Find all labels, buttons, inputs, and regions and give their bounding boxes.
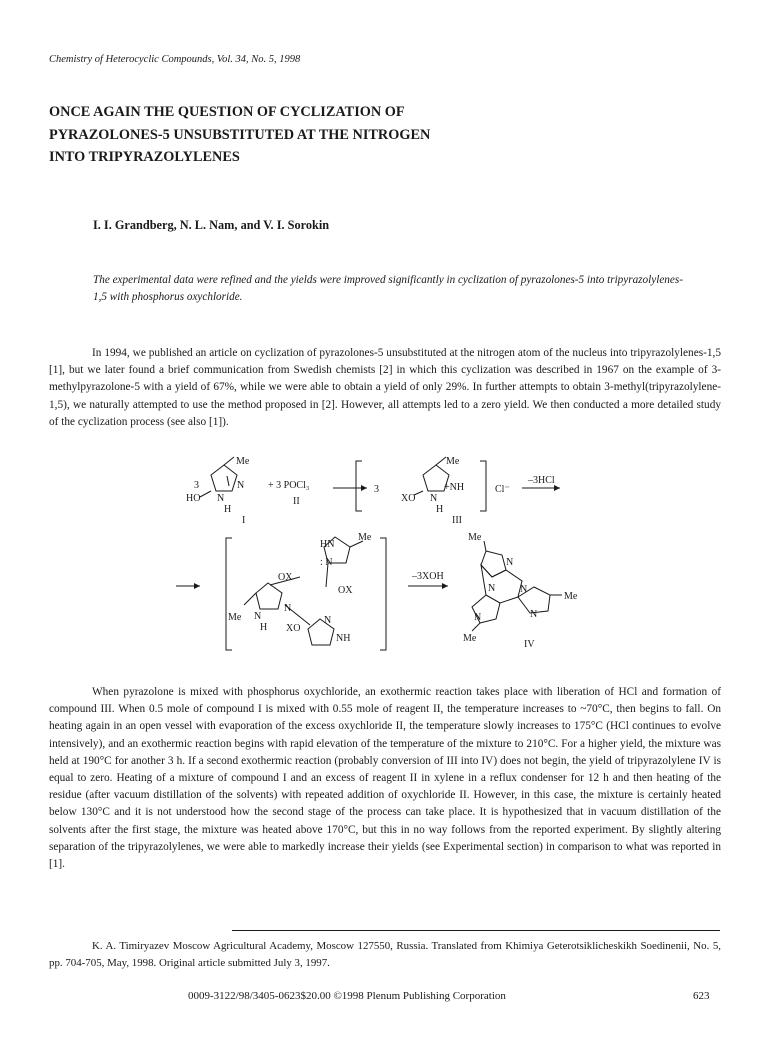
- product-n-center: N: [488, 583, 496, 594]
- intermediate-n-mid: N: [284, 603, 292, 614]
- compound-III-n: N: [430, 493, 438, 504]
- intermediate-hn: HN: [320, 539, 335, 550]
- intermediate-xo: XO: [286, 623, 301, 634]
- minus-3hcl: –3HCl: [528, 475, 555, 486]
- compound-III-nh: +NH: [444, 482, 465, 493]
- intermediate-n-bottom: N: [324, 615, 332, 626]
- footnote-rule: [232, 930, 720, 931]
- product-n-right2: N: [530, 609, 538, 620]
- compound-I-n2: N: [217, 493, 225, 504]
- label-II: II: [293, 496, 300, 507]
- product-me-top: Me: [468, 532, 482, 543]
- product-me-bottom: Me: [463, 633, 477, 644]
- compound-I-me: Me: [236, 456, 250, 467]
- title-line-1: ONCE AGAIN THE QUESTION OF CYCLIZATION OF: [49, 104, 405, 120]
- paper-title: [49, 101, 569, 169]
- product-ring-top: [481, 551, 506, 577]
- compound-III-me: Me: [446, 456, 460, 467]
- chloride-ion: Cl⁻: [495, 484, 510, 495]
- intermediate-ox-2: OX: [338, 585, 353, 596]
- coefficient-2: 3: [374, 484, 379, 495]
- body-paragraph-1: In 1994, we published an article on cyclization of pyrazolones-5 unsubstituted at the nitrogen atom of the nucleus into tripyrazolylenes-1,5 [1], but we later found a brief communication from Swedish chemists [2] in which this cyclization was described in 1967 on the example of 3-methylpyrazolone-5 with a yield of 67%, while we were able to obtain a yield of only 29%. In further attempts to obtain 3-methyl(tripyrazolylene-1,5), we naturally attempted to use the method proposed in [2]. However, all attempts led to a zero yield. We then conducted a more detailed study of the cyclization process (see also [1]).: [49, 347, 721, 428]
- intermediate-ox-1: OX: [278, 572, 293, 583]
- intermediate-n-left: N: [254, 611, 262, 622]
- compound-III-xo: XO: [401, 493, 416, 504]
- intermediate-nh: NH: [336, 633, 351, 644]
- footer-identifier: 0009-3122/98/3405-0623$20.00 ©1998 Plenum Publishing Corporation: [188, 990, 506, 1002]
- intermediate-me-top: Me: [358, 532, 372, 543]
- minus-3xoh: –3XOH: [412, 571, 444, 582]
- title-line-3: INTO TRIPYRAZOLYLENES: [49, 149, 240, 165]
- compound-III-h: H: [436, 504, 444, 515]
- reagent-label: + 3 POCl₃: [268, 480, 310, 491]
- product-n-top: N: [506, 557, 514, 568]
- authors: I. I. Grandberg, N. L. Nam, and V. I. Sorokin: [93, 218, 330, 232]
- coefficient-1: 3: [194, 480, 199, 491]
- intermediate-ring-left: [256, 583, 282, 609]
- title-line-2: PYRAZOLONES-5 UNSUBSTITUTED AT THE NITROGEN: [49, 126, 431, 143]
- product-me-right: Me: [564, 591, 578, 602]
- compound-I-n: N: [237, 480, 245, 491]
- compound-I-ho: HO: [186, 493, 201, 504]
- product-n-bottom: N: [474, 612, 482, 623]
- footnote: K. A. Timiryazev Moscow Agricultural Academy, Moscow 127550, Russia. Translated from Khimiya Geterotsiklicheskikh Soedinenii, No. 5, pp. 704-705, May, 1998. Original article submitted July 3, 1997.: [49, 940, 721, 969]
- abstract: The experimental data were refined and the yields were improved significantly in cyclization of pyrazolones-5 into tripyrazolylenes-1,5 with phosphorus oxychloride.: [93, 274, 683, 303]
- reaction-scheme: [150, 455, 610, 675]
- label-I: I: [242, 515, 246, 526]
- page-number: 623: [693, 990, 710, 1002]
- intermediate-h-left: H: [260, 622, 268, 633]
- intermediate-me-left: Me: [228, 612, 242, 623]
- label-III: III: [452, 515, 462, 526]
- compound-I-h: H: [224, 504, 232, 515]
- intermediate-colon-n: : N: [320, 557, 333, 568]
- product-n-right: N: [520, 584, 528, 595]
- body-paragraph-2: When pyrazolone is mixed with phosphorus oxychloride, an exothermic reaction takes place with liberation of HCl and formation of compound III. When 0.5 mole of compound I is mixed with 0.55 mole of reagent II, the temperature increases to ~70°C, then begins to fall. On heating again in an open vessel with evaporation of the excess oxychloride II, the temperature slowly increases to 175°C (HCl continues to evolve intensively), and an exothermic reaction begins with rapid elevation of the temperature of the mixture to 210°C. For a higher yield, the mixture was held at 190°C for another 3 h. If a second exothermic reaction (probably conversion of III into IV) does not begin, the yield of tripyrazolylene IV is equal to zero. Heating of a mixture of compound I and an excess of reagent II in xylene in a reflux condenser for 12 h and then heating of the residue (after vacuum distillation of the solvents) with repeated addition of oxychloride II. However, in this case, the mixture is certainly heated below 130°C and it is not understood how the second stage of the process can take place. It is hypothesized that in vacuum distillation of the solvents after the first stage, the mixture was heated above 170°C, but this in no way follows from the reported experiment. By slightly altering separation of the tripyrazolylenes, we were able to markedly increase their yields (see Experimental section) in comparison to what was reported in [1].: [49, 686, 721, 871]
- compound-I-ring: [211, 465, 237, 491]
- journal-header: Chemistry of Heterocyclic Compounds, Vol. 34, No. 5, 1998: [49, 54, 301, 65]
- label-IV: IV: [524, 639, 535, 650]
